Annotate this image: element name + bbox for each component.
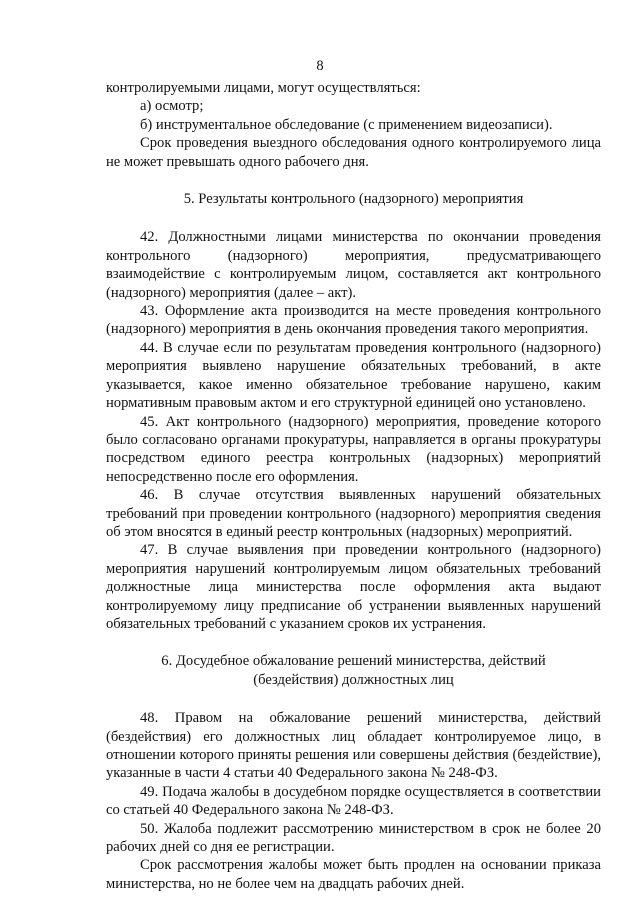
list-item-a: а) осмотр; [140, 98, 204, 115]
section-heading-6-line1: 6. Досудебное обжалование решений министерства, действий [161, 653, 546, 670]
section-heading-6 [106, 652, 601, 689]
paragraph-43: 43. Оформление акта производится на месте проведения контрольного (надзорного) мероприятия в день окончания проведения такого мероприятия. [106, 303, 601, 338]
paragraph-48: 48. Правом на обжалование решений министерства, действий (бездействия) его должностных лиц обладает контролируемое лицо, в отношении которого приняты решения или совершены действия (бездействие), указанные в части 4 статьи 40 Федерального закона № 248-ФЗ. [106, 710, 601, 782]
paragraph-49: 49. Подача жалобы в досудебном порядке осуществляется в соответствии со статьей 40 Федерального закона № 248-ФЗ. [106, 783, 601, 819]
document-body [106, 79, 601, 893]
page-number: 8 [316, 58, 324, 74]
paragraph-47: 47. В случае выявления при проведении контрольного (надзорного) мероприятия нарушений контролируемым лицом обязательных требований должностные лица министерства после оформления акта выдают контролируемому лицу предписание об устранении выявленных нарушений обязательных требований с указанием сроков их устранения. [106, 542, 601, 632]
paragraph-44: 44. В случае если по результатам проведения контрольного (надзорного) мероприятия выявлено нарушение обязательных требований, в акте указывается, какое именно обязательное требование нарушено, каким нормативным правовым актом и его структурной единицей оно установлено. [106, 339, 601, 412]
paragraph-inspection-term: Срок проведения выездного обследования одного контролируемого лица не может превышать одного рабочего дня. [106, 135, 601, 170]
paragraph-46: 46. В случае отсутствия выявленных нарушений обязательных требований при проведении контрольного (надзорного) мероприятия сведения об этом вносятся в единый реестр контрольных (надзорных) мероприятий. [106, 487, 601, 540]
paragraph-45: 45. Акт контрольного (надзорного) мероприятия, проведение которого было согласовано органами прокуратуры, направляется в органы прокуратуры посредством единого реестра контрольных (надзорных) мероприятий непосредственно после его оформления. [106, 413, 601, 485]
section-heading-6-line2: (бездействия) должностных лиц [253, 671, 454, 688]
list-item-b: б) инструментальное обследование (с применением видеозаписи). [140, 116, 553, 133]
paragraph-51: Срок рассмотрения жалобы может быть продлен на основании приказа министерства, но не более чем на двадцать рабочих дней. [106, 857, 601, 892]
paragraph-50: 50. Жалоба подлежит рассмотрению министерством в срок не более 20 рабочих дней со дня ее регистрации. [106, 820, 601, 856]
section-heading-5: 5. Результаты контрольного (надзорного) мероприятия [183, 191, 524, 208]
paragraph-continuation: контролируемыми лицами, могут осуществляться: [106, 80, 421, 96]
paragraph-42: 42. Должностными лицами министерства по окончании проведения контрольного (надзорного) мероприятия, предусматривающего взаимодействие с контролируемым лицом, составляется акт контрольного (надзорного) мероприятия (далее – акт). [106, 229, 601, 301]
